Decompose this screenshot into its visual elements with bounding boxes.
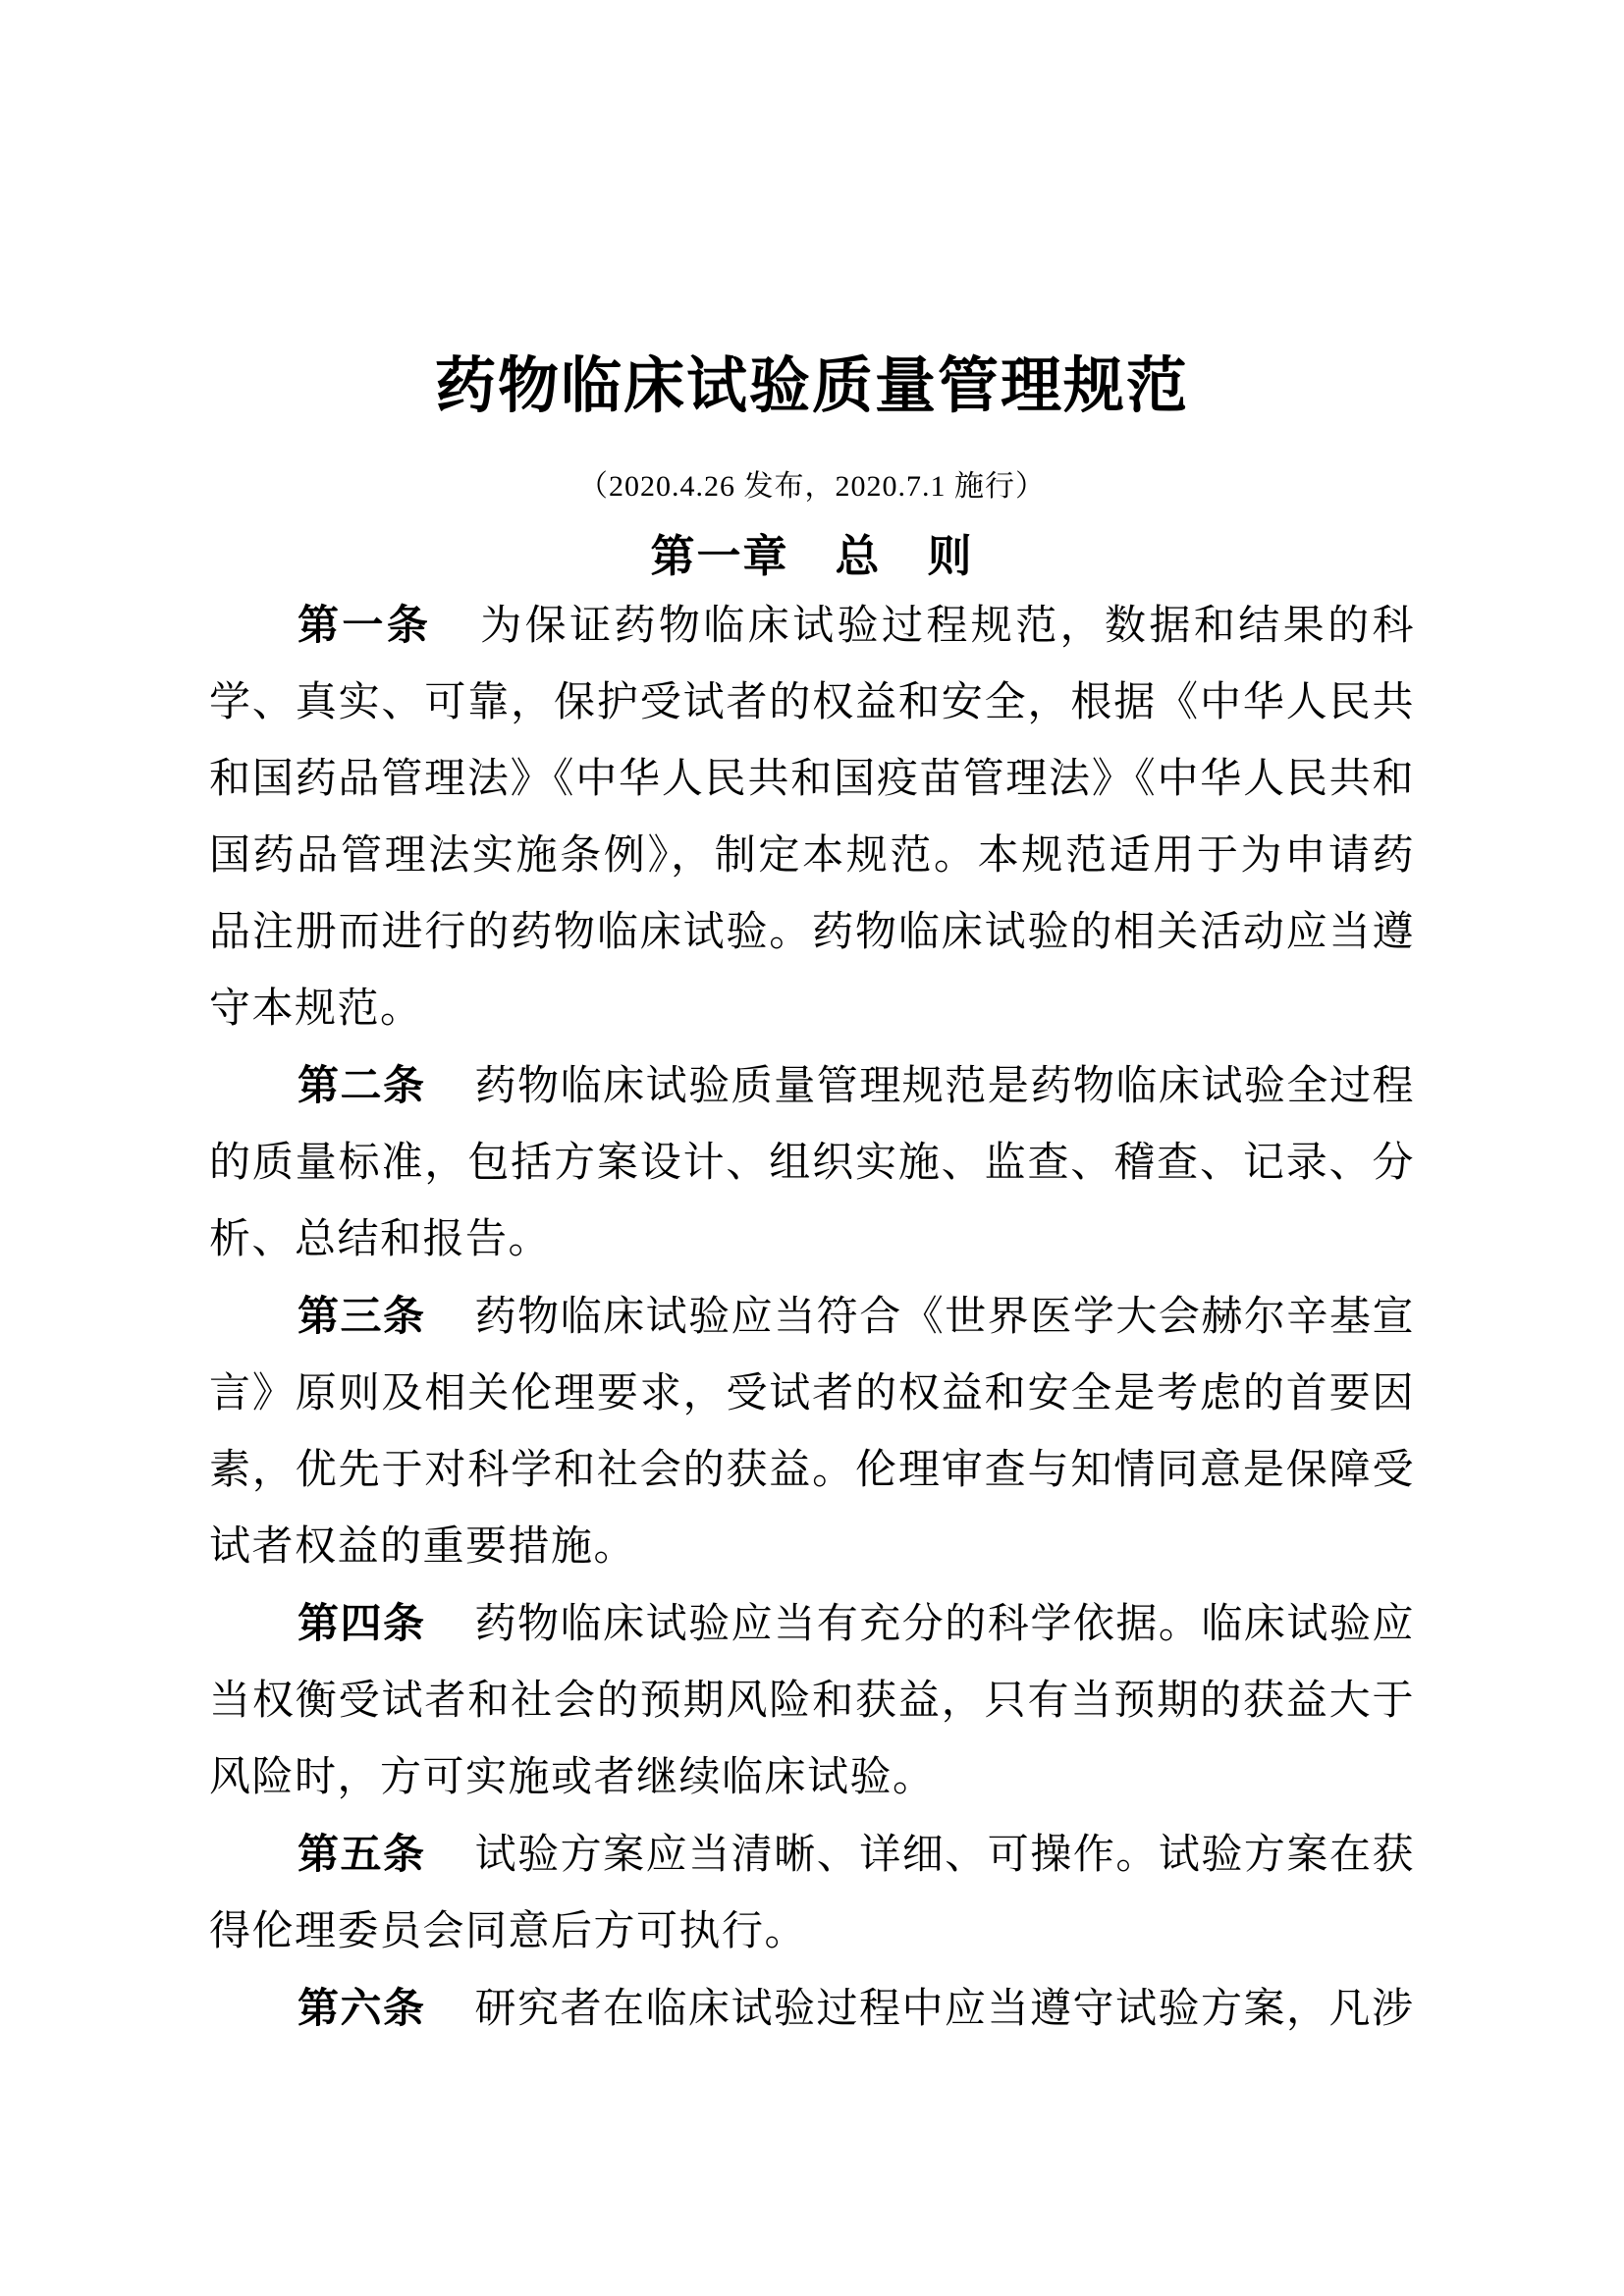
article-paragraph bbox=[209, 1585, 1415, 1816]
article-number: 第一条 bbox=[298, 602, 432, 648]
article-number: 第五条 bbox=[298, 1831, 426, 1877]
article-number: 第三条 bbox=[298, 1293, 426, 1339]
article-paragraph bbox=[209, 1278, 1415, 1585]
article-paragraph bbox=[209, 587, 1415, 1047]
document-body bbox=[209, 587, 1415, 2048]
document-title: 药物临床试验质量管理规范 bbox=[434, 353, 1189, 420]
article-text: 药物临床试验质量管理规范是药物临床试验全过程的质量标准，包括方案设计、组织实施、监查、稽查、记录、分析、总结和报告。 bbox=[209, 1064, 1415, 1262]
article-paragraph bbox=[209, 1816, 1415, 1970]
article-text: 试验方案应当清晰、详细、可操作。试验方案在获得伦理委员会同意后方可执行。 bbox=[209, 1833, 1415, 1954]
article-number: 第四条 bbox=[298, 1600, 426, 1646]
article-text: 药物临床试验应当有充分的科学依据。临床试验应当权衡受试者和社会的预期风险和获益，只有当预期的获益大于风险时，方可实施或者继续临床试验。 bbox=[209, 1602, 1415, 1800]
document-subtitle-dates: （2020.4.26 发布，2020.7.1 施行） bbox=[578, 470, 1046, 503]
article-text: 研究者在临床试验过程中应当遵守试验方案，凡涉 bbox=[474, 1987, 1415, 2032]
article-paragraph bbox=[209, 1970, 1415, 2048]
article-number: 第六条 bbox=[298, 1985, 426, 2031]
article-paragraph bbox=[209, 1047, 1415, 1278]
chapter-heading: 第一章 总 则 bbox=[650, 532, 974, 581]
article-text: 为保证药物临床试验过程规范，数据和结果的科学、真实、可靠，保护受试者的权益和安全，根据《中华人民共和国药品管理法》《中华人民共和国疫苗管理法》《中华人民共和国药品管理法实施条例》，制定本规范。本规范适用于为申请药品注册而进行的药物临床试验。药物临床试验的相关活动应当遵守本规范。 bbox=[209, 604, 1415, 1032]
article-text: 药物临床试验应当符合《世界医学大会赫尔辛基宣言》原则及相关伦理要求，受试者的权益和安全是考虑的首要因素，优先于对科学和社会的获益。伦理审查与知情同意是保障受试者权益的重要措施。 bbox=[209, 1295, 1415, 1570]
article-number: 第二条 bbox=[298, 1062, 426, 1108]
